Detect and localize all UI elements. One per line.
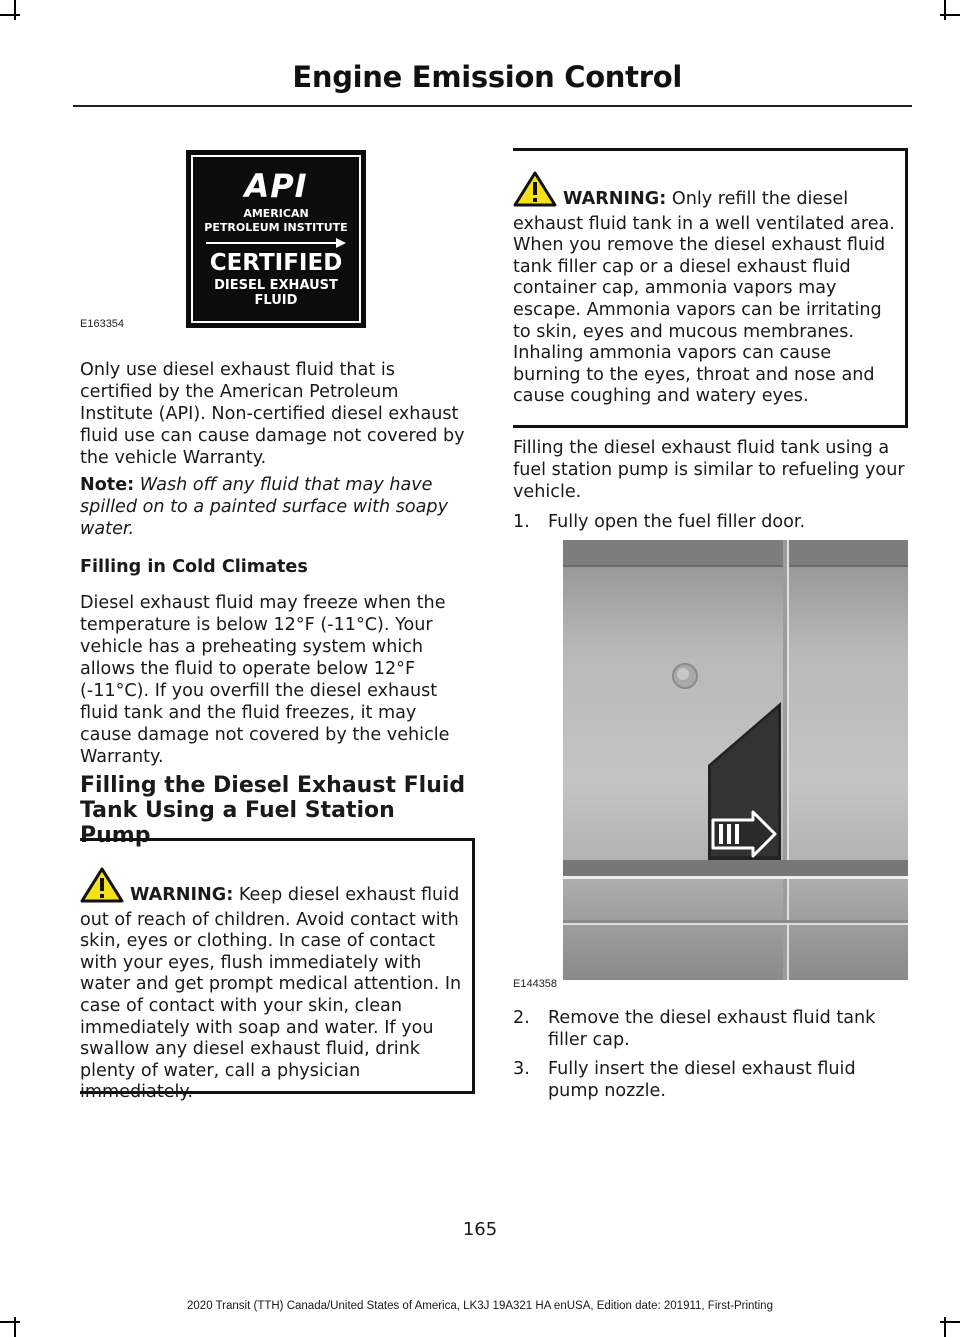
api-certified-badge	[186, 150, 366, 328]
header-rule	[73, 105, 912, 107]
note-block	[80, 474, 472, 540]
warning-label: WARNING:	[130, 885, 234, 905]
page-title: Engine Emission Control	[292, 60, 682, 94]
step-number: 2.	[513, 1008, 530, 1028]
api-badge-line1: AMERICAN	[243, 207, 309, 220]
step-text: Fully open the fuel filler door.	[548, 512, 806, 532]
crop-mark	[0, 14, 20, 16]
api-badge-certified: CERTIFIED	[209, 250, 343, 276]
step-number: 1.	[513, 512, 530, 532]
fuel-filler-door-photo	[563, 540, 908, 980]
fuel-station-text: Filling the diesel exhaust fluid tank using a fuel station pump is similar to refueling your vehicle.	[513, 438, 905, 502]
step-text: Fully insert the diesel exhaust fluid pump nozzle.	[548, 1059, 856, 1101]
step-text: Remove the diesel exhaust fluid tank filler cap.	[548, 1008, 876, 1050]
note-text: Wash off any fluid that may have spilled on to a painted surface with soapy water.	[80, 475, 449, 539]
page-number: 165	[462, 1219, 498, 1240]
crop-mark	[940, 14, 960, 16]
step-1	[513, 511, 908, 533]
step-number: 3.	[513, 1059, 530, 1079]
api-badge-line3: DIESEL EXHAUST	[214, 278, 338, 293]
warning-label: WARNING:	[563, 189, 667, 209]
section-title: Filling the Diesel Exhaust Fluid Tank Using a Fuel Station Pump	[80, 773, 466, 848]
warning-children-text	[80, 867, 466, 1104]
crop-mark	[0, 1321, 20, 1323]
api-logo: API	[244, 167, 308, 205]
warning-box-ventilation	[513, 148, 908, 428]
step-3	[513, 1058, 908, 1102]
crop-mark	[944, 1317, 946, 1337]
footer-edition: 2020 Transit (TTH) Canada/United States of America, LK3J 19A321 HA enUSA, Edition date: 201911, First-Printing	[187, 1300, 773, 1312]
crop-mark	[940, 1321, 960, 1323]
cold-climates-text: Diesel exhaust fluid may freeze when the temperature is below 12°F (-11°C). Your vehicle has a preheating system which allows the fluid to operate below 12°F (-11°C). If you overfill the diesel exhaust fluid tank and the fluid freezes, it may cause damage not covered by the vehicle Warranty.	[80, 593, 450, 767]
crop-mark	[944, 0, 946, 20]
api-certified-paragraph: Only use diesel exhaust fluid that is certified by the American Petroleum Institute (API). Non-certified diesel exhaust fluid use can cause damage not covered by the vehicle Warranty.	[80, 360, 465, 468]
crop-mark	[14, 1317, 16, 1337]
step-2	[513, 1007, 908, 1051]
api-arrow-icon	[206, 238, 346, 248]
left-paragraph-1	[80, 359, 472, 469]
figure-id-api: E163354	[80, 318, 125, 330]
fuel-station-paragraph	[513, 437, 908, 503]
warning-triangle-icon	[513, 171, 557, 214]
cold-climates-paragraph	[80, 592, 472, 768]
warning-text: Keep diesel exhaust fluid out of reach of children. Avoid contact with skin, eyes or clothing. In case of contact with your eyes, flush immediately with water and get prompt medical attention. In case of contact with your skin, clean immediately with soap and water. If you swallow any diesel exhaust fluid, drink plenty of water, call a physician immediately.	[80, 885, 462, 1103]
api-badge-line4: FLUID	[254, 293, 298, 308]
subhead-cold-climates: Filling in Cold Climates	[80, 557, 308, 577]
figure-id-door: E144358	[513, 978, 558, 990]
warning-box-children	[80, 838, 475, 1103]
warning-triangle-icon	[80, 867, 124, 910]
note-label: Note:	[80, 475, 135, 495]
api-badge-line2: PETROLEUM INSTITUTE	[204, 221, 348, 234]
crop-mark	[14, 0, 16, 20]
warning-text: Only refill the diesel exhaust fluid tank in a well ventilated area. When you remove the diesel exhaust fluid tank filler cap or a diesel exhaust fluid container cap, ammonia vapors may escape. Ammonia vapors can be irritating to skin, eyes and mucous membranes. Inhaling ammonia vapors can cause burning to the eyes, throat and nose and cause coughing and watery eyes.	[513, 189, 895, 407]
warning-ventilation-text	[513, 171, 899, 408]
